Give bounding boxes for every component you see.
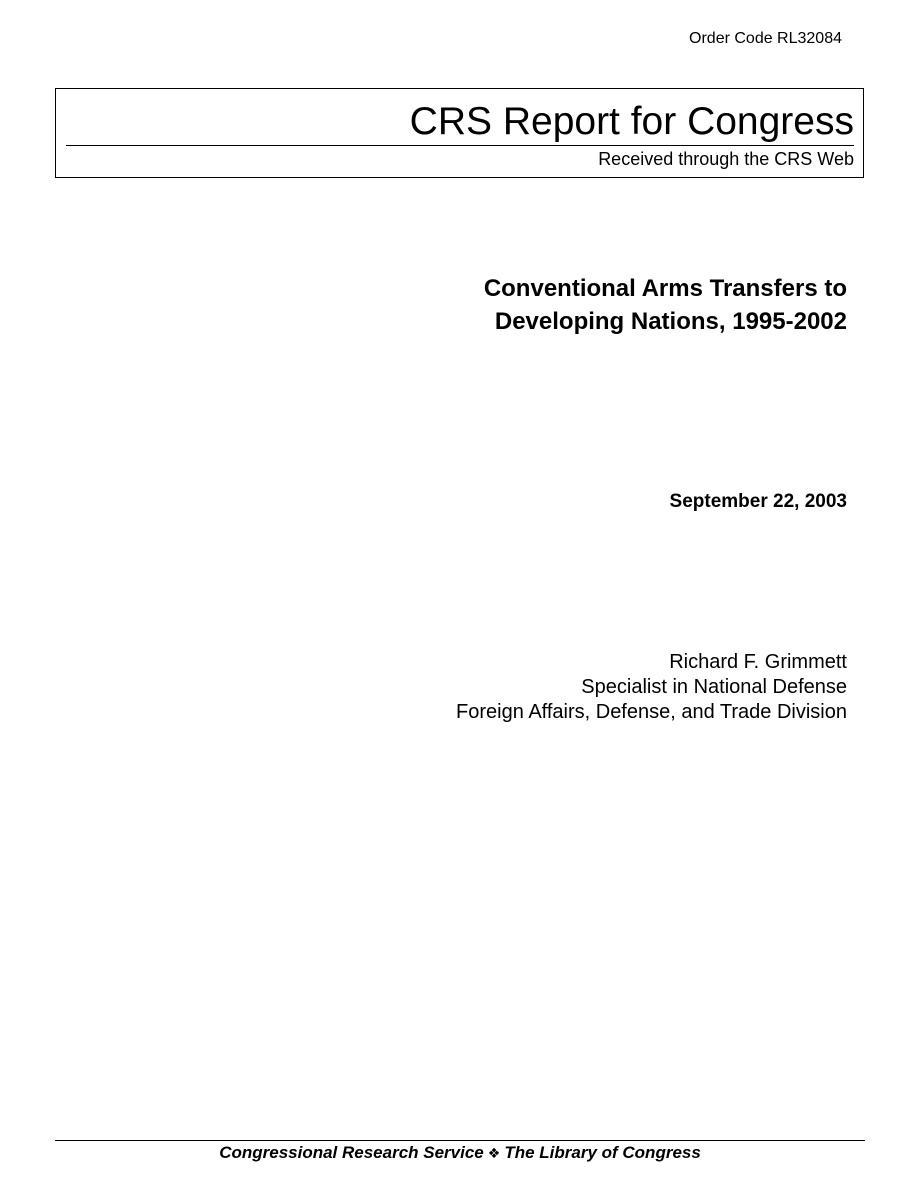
footer-publisher: Congressional Research Service [219,1143,484,1162]
report-title-line: Conventional Arms Transfers to [483,275,847,302]
header-title: CRS Report for Congress [409,100,854,143]
header-divider [66,145,854,146]
diamond-separator-icon: ❖ [487,1146,501,1162]
author-block [456,650,847,725]
report-header-box [55,88,864,178]
report-title [484,272,847,338]
report-title-line: Developing Nations, 1995-2002 [494,308,847,335]
footer [0,1142,920,1165]
author-position: Specialist in National Defense [581,676,847,698]
header-subtitle: Received through the CRS Web [598,149,854,169]
footer-library: The Library of Congress [504,1143,701,1162]
author-division: Foreign Affairs, Defense, and Trade Division [456,701,847,723]
author-name: Richard F. Grimmett [669,651,847,673]
order-code: Order Code RL32084 [689,30,842,47]
report-date: September 22, 2003 [669,491,847,512]
footer-divider [55,1140,865,1141]
